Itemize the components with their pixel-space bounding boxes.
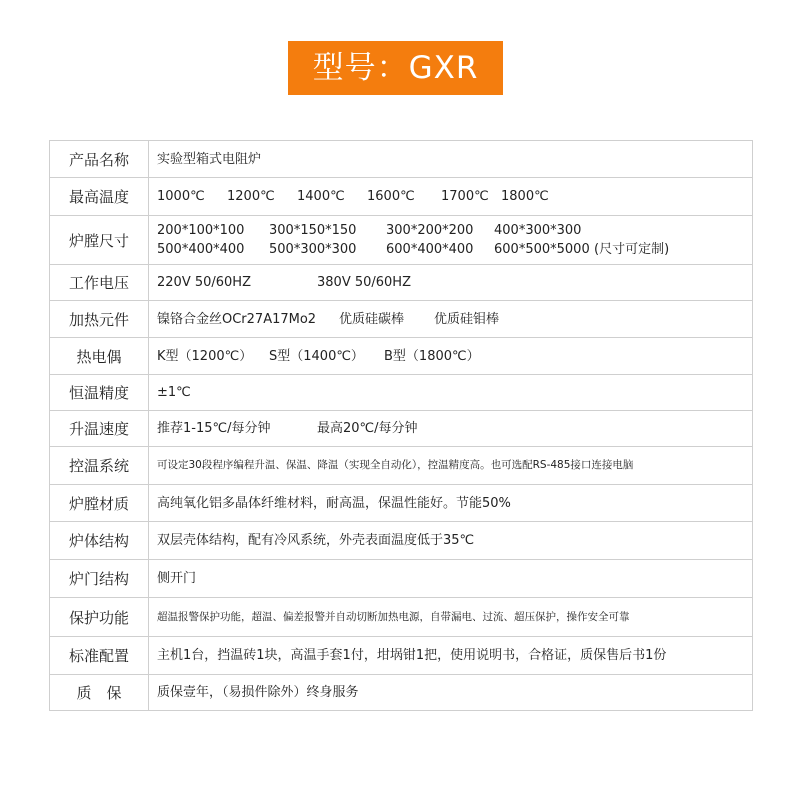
spec-value-item: 380V 50/60HZ [317, 275, 411, 290]
spec-label: 热电偶 [50, 338, 149, 375]
spec-value-item: 推荐1-15℃/每分钟 [157, 421, 271, 436]
spec-value-item: 1600℃ [367, 189, 415, 204]
spec-label: 炉膛材质 [50, 485, 149, 522]
spec-label: 标准配置 [50, 637, 149, 675]
spec-value-item: 1700℃ [441, 189, 489, 204]
spec-value-item: (尺寸可定制) [594, 242, 670, 257]
spec-value-line [157, 150, 752, 169]
spec-value-item: 400*300*300 [494, 223, 582, 238]
spec-value-line [157, 310, 752, 329]
spec-value [149, 447, 753, 485]
spec-value-line [157, 187, 752, 206]
spec-value-line [157, 569, 752, 588]
spec-label: 恒温精度 [50, 375, 149, 411]
spec-label: 保护功能 [50, 598, 149, 637]
spec-value [149, 560, 753, 598]
spec-value-line [157, 240, 752, 259]
spec-value [149, 675, 753, 711]
spec-row [50, 522, 753, 560]
spec-value-item: B型（1800℃） [384, 348, 480, 364]
spec-row [50, 301, 753, 338]
spec-value-item: 300*150*150 [269, 223, 357, 238]
spec-label: 工作电压 [50, 265, 149, 301]
spec-table [49, 140, 753, 711]
spec-row [50, 338, 753, 375]
spec-value-item: 1000℃ [157, 189, 205, 204]
spec-row [50, 265, 753, 301]
spec-row [50, 447, 753, 485]
model-banner: 型号：GXR [288, 41, 503, 95]
spec-label: 加热元件 [50, 301, 149, 338]
spec-label: 炉膛尺寸 [50, 216, 149, 265]
spec-value-line [157, 383, 752, 402]
spec-value-item: K型（1200℃） [157, 348, 253, 364]
spec-row [50, 675, 753, 711]
spec-value-item: 实验型箱式电阻炉 [157, 151, 262, 167]
spec-value-item: 200*100*100 [157, 223, 245, 238]
spec-value [149, 338, 753, 375]
spec-value-line [157, 683, 752, 702]
spec-value [149, 598, 753, 637]
spec-label: 炉体结构 [50, 522, 149, 560]
spec-row [50, 485, 753, 522]
spec-value [149, 637, 753, 675]
spec-row [50, 411, 753, 447]
spec-value-item: 双层壳体结构，配有冷风系统，外壳表面温度低于35℃ [157, 533, 475, 548]
spec-value [149, 485, 753, 522]
spec-value-item: S型（1400℃） [269, 348, 364, 364]
spec-value-line [157, 608, 752, 627]
spec-value-item: 优质硅碳棒 [339, 311, 405, 327]
spec-row [50, 560, 753, 598]
spec-label: 升温速度 [50, 411, 149, 447]
spec-value [149, 375, 753, 411]
spec-value [149, 522, 753, 560]
spec-value [149, 411, 753, 447]
spec-row [50, 637, 753, 675]
spec-row [50, 598, 753, 637]
spec-value-item: 500*300*300 [269, 242, 357, 257]
spec-value-item: 镍铬合金丝OCr27A17Mo2 [157, 311, 317, 327]
spec-row [50, 178, 753, 216]
spec-value-item: 侧开门 [157, 571, 197, 586]
spec-value-line [157, 456, 752, 475]
spec-value-item: ±1℃ [157, 385, 191, 400]
spec-value-item: 可设定30段程序编程升温、保温、降温（实现全自动化），控温精度高。也可选配RS-485接口连接电脑 [157, 459, 634, 471]
spec-value-line [157, 494, 752, 513]
spec-label: 炉门结构 [50, 560, 149, 598]
spec-value-item: 超温报警保护功能，超温、偏差报警并自动切断加热电源，自带漏电、过流、超压保护，操作安全可靠 [157, 610, 630, 623]
spec-value-item: 300*200*200 [386, 223, 474, 238]
spec-value [149, 265, 753, 301]
spec-value-item: 600*400*400 [386, 242, 474, 257]
spec-value-line [157, 273, 752, 292]
spec-value [149, 141, 753, 178]
spec-value-line [157, 531, 752, 550]
spec-value [149, 216, 753, 265]
spec-value-item: 600*500*5000 [494, 242, 590, 257]
spec-value-line [157, 646, 752, 665]
spec-row [50, 216, 753, 265]
spec-value-item: 1400℃ [297, 189, 345, 204]
spec-label: 产品名称 [50, 141, 149, 178]
spec-label: 控温系统 [50, 447, 149, 485]
spec-value [149, 301, 753, 338]
spec-value-item: 1800℃ [501, 189, 549, 204]
spec-row [50, 141, 753, 178]
spec-row [50, 375, 753, 411]
spec-value-item: 优质硅钼棒 [434, 311, 500, 327]
spec-value-item: 高纯氧化铝多晶体纤维材料，耐高温，保温性能好。节能50% [157, 495, 511, 511]
spec-value-item: 最高20℃/每分钟 [317, 421, 418, 436]
spec-value-line [157, 347, 752, 366]
spec-value-line [157, 221, 752, 240]
spec-value-line [157, 419, 752, 438]
spec-value [149, 178, 753, 216]
spec-label: 质 保 [50, 675, 149, 711]
spec-value-item: 500*400*400 [157, 242, 245, 257]
spec-value-item: 质保壹年，（易损件除外）终身服务 [157, 685, 359, 700]
spec-value-item: 1200℃ [227, 189, 275, 204]
spec-value-item: 主机1台，挡温砖1块，高温手套1付，坩埚钳1把，使用说明书，合格证，质保售后书1份 [157, 648, 667, 663]
spec-label: 最高温度 [50, 178, 149, 216]
spec-value-item: 220V 50/60HZ [157, 275, 251, 290]
